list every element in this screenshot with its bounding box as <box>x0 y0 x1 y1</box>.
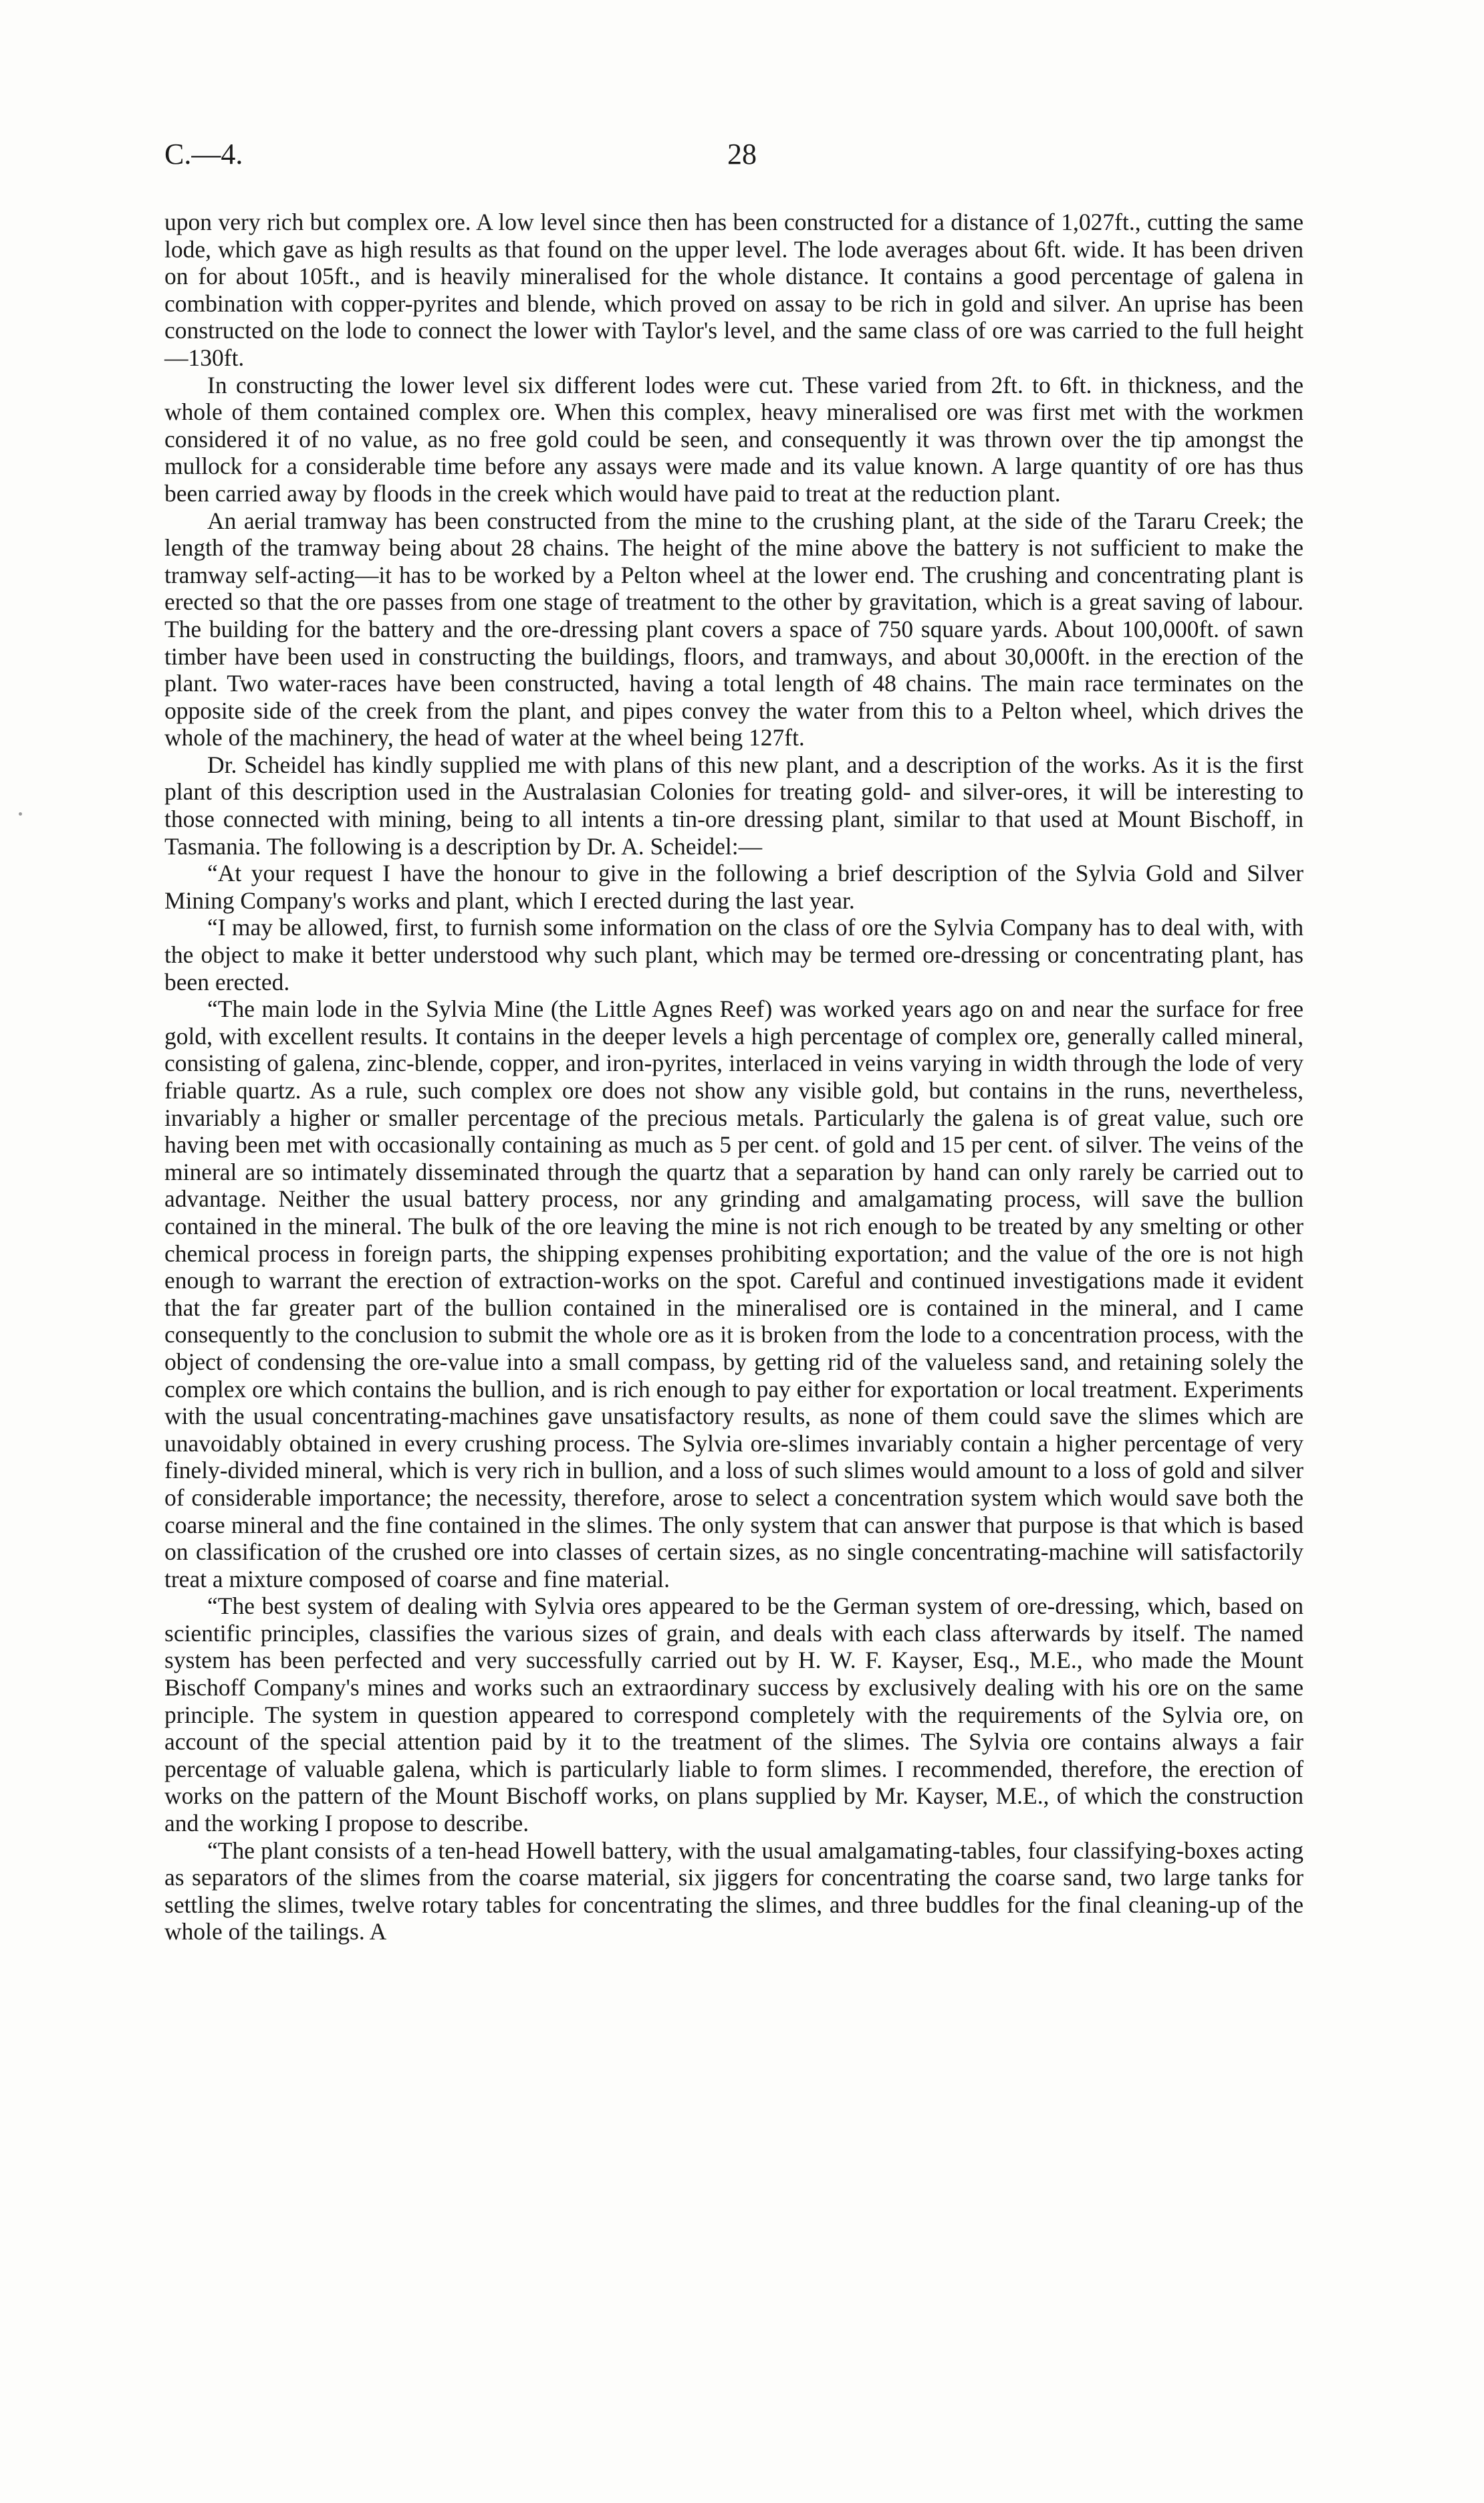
paragraph-quote-request: “At your request I have the honour to give in the following a brief description of the Sylvia Gold and Silver Mining Company's works and plant, which I erected during the last year. <box>164 860 1304 914</box>
paragraph-lower-level: In constructing the lower level six different lodes were cut. These varied from 2ft. to 6ft. in thickness, and the whole of them contained complex ore. When this complex, heavy mineralised ore was first met with the workmen considered it of no value, as no free gold could be seen, and consequently it was thrown over the tip amongst the mullock for a considerable time before any assays were made and its value known. A large quantity of ore has thus been carried away by floods in the creek which would have paid to treat at the reduction plant. <box>164 371 1304 507</box>
paragraph-quote-ore-class: “I may be allowed, first, to furnish some information on the class of ore the Sylvia Company has to deal with, with the object to make it better understood why such plant, which may be termed ore-dressing or concentrating plant, has been erected. <box>164 914 1304 995</box>
margin-speck <box>19 812 22 816</box>
paragraph-aerial-tramway: An aerial tramway has been constructed from the mine to the crushing plant, at the side of the Tararu Creek; the length of the tramway being about 28 chains. The height of the mine above the battery is not sufficient to make the tramway self-acting—it has to be worked by a Pelton wheel at the lower end. The crushing and concentrating plant is erected so that the ore passes from one stage of treatment to the other by gravitation, which is a great saving of labour. The building for the battery and the ore-dressing plant covers a space of 750 square yards. About 100,000ft. of sawn timber have been used in constructing the buildings, floors, and tramways, and about 30,000ft. in the erection of the plant. Two water-races have been constructed, having a total length of 48 chains. The main race terminates on the opposite side of the creek from the plant, and pipes convey the water from this to a Pelton wheel, which drives the whole of the machinery, the head of water at the wheel being 127ft. <box>164 507 1304 751</box>
paragraph-quote-plant: “The plant consists of a ten-head Howell battery, with the usual amalgamating-tables, four classifying-boxes acting as separators of the slimes from the coarse material, six jiggers for concentrating the coarse sand, two large tanks for settling the slimes, twelve rotary tables for concentrating the slimes, and three buddles for the final cleaning-up of the whole of the tailings. A <box>164 1836 1304 1945</box>
paragraph-scheidel-intro: Dr. Scheidel has kindly supplied me with plans of this new plant, and a description of the works. As it is the first plant of this description used in the Australasian Colonies for treating gold- and silver-ores, it will be interesting to those connected with mining, being to all intents a tin-ore dressing plant, similar to that used at Mount Bischoff, in Tasmania. The following is a description by Dr. A. Scheidel:— <box>164 751 1304 860</box>
document-reference: C.—4. <box>164 138 243 170</box>
page-header <box>164 137 1320 184</box>
paragraph-continuation: upon very rich but complex ore. A low level since then has been constructed for a distance of 1,027ft., cutting the same lode, which gave as high results as that found on the upper level. The lode averages about 6ft. wide. It has been driven on for about 105ft., and is heavily mineralised for the whole distance. It contains a good percentage of galena in combination with copper-pyrites and blende, which proved on assay to be rich in gold and silver. An uprise has been constructed on the lode to connect the lower with Taylor's level, and the same class of ore was carried to the full height—130ft. <box>164 209 1304 371</box>
body-text <box>164 209 1304 1945</box>
paragraph-quote-main-lode: “The main lode in the Sylvia Mine (the Little Agnes Reef) was worked years ago on and near the surface for free gold, with excellent results. It contains in the deeper levels a high percentage of complex ore, generally called mineral, consisting of galena, zinc-blende, copper, and iron-pyrites, interlaced in veins varying in width through the lode of very friable quartz. As a rule, such complex ore does not show any visible gold, but contains in the runs, nevertheless, invariably a higher or smaller percentage of the precious metals. Particularly the galena is of great value, such ore having been met with occasionally containing as much as 5 per cent. of gold and 15 per cent. of silver. The veins of the mineral are so intimately disseminated through the quartz that a separation by hand can only rarely be carried out to advantage. Neither the usual battery process, nor any grinding and amalgamating process, will save the bullion contained in the mineral. The bulk of the ore leaving the mine is not rich enough to be treated by any smelting or other chemical process in foreign parts, the shipping expenses prohibiting exportation; and the value of the ore is not high enough to warrant the erection of extraction-works on the spot. Careful and continued investigations made it evident that the far greater part of the bullion contained in the mineralised ore is contained in the mineral, and I came consequently to the conclusion to submit the whole ore as it is broken from the lode to a concentration process, with the object of condensing the ore-value into a small compass, by getting rid of the valueless sand, and retaining solely the complex ore which contains the bullion, and is rich enough to pay either for exportation or local treatment. Experiments with the usual concentrating-machines gave unsatisfactory results, as none of them could save the slimes which are unavoidably obtained in every crushing process. The Sylvia ore-slimes invariably contain a higher percentage of very finely-divided mineral, which is very rich in bullion, and a loss of such slimes would amount to a loss of gold and silver of considerable importance; the necessity, therefore, arose to select a concentration system which would save both the coarse mineral and the fine contained in the slimes. The only system that can answer that purpose is that which is based on classification of the crushed ore into classes of certain sizes, as no single concentrating-machine will satisfactorily treat a mixture composed of coarse and fine material. <box>164 995 1304 1592</box>
paragraph-quote-german-system: “The best system of dealing with Sylvia ores appeared to be the German system of ore-dressing, which, based on scientific principles, classifies the various sizes of grain, and deals with each class afterwards by itself. The named system has been perfected and very successfully carried out by H. W. F. Kayser, Esq., M.E., who made the Mount Bischoff Company's mines and works such an extraordinary success by exclusively dealing with his ore on the same principle. The system in question appeared to correspond completely with the requirements of the Sylvia ore, on account of the special attention paid by it to the treatment of the slimes. The Sylvia ore contains always a fair percentage of valuable galena, which is particularly liable to form slimes. I recommended, therefore, the erection of works on the pattern of the Mount Bischoff works, on plans supplied by Mr. Kayser, M.E., of which the construction and the working I propose to describe. <box>164 1592 1304 1837</box>
page-number: 28 <box>727 138 757 170</box>
